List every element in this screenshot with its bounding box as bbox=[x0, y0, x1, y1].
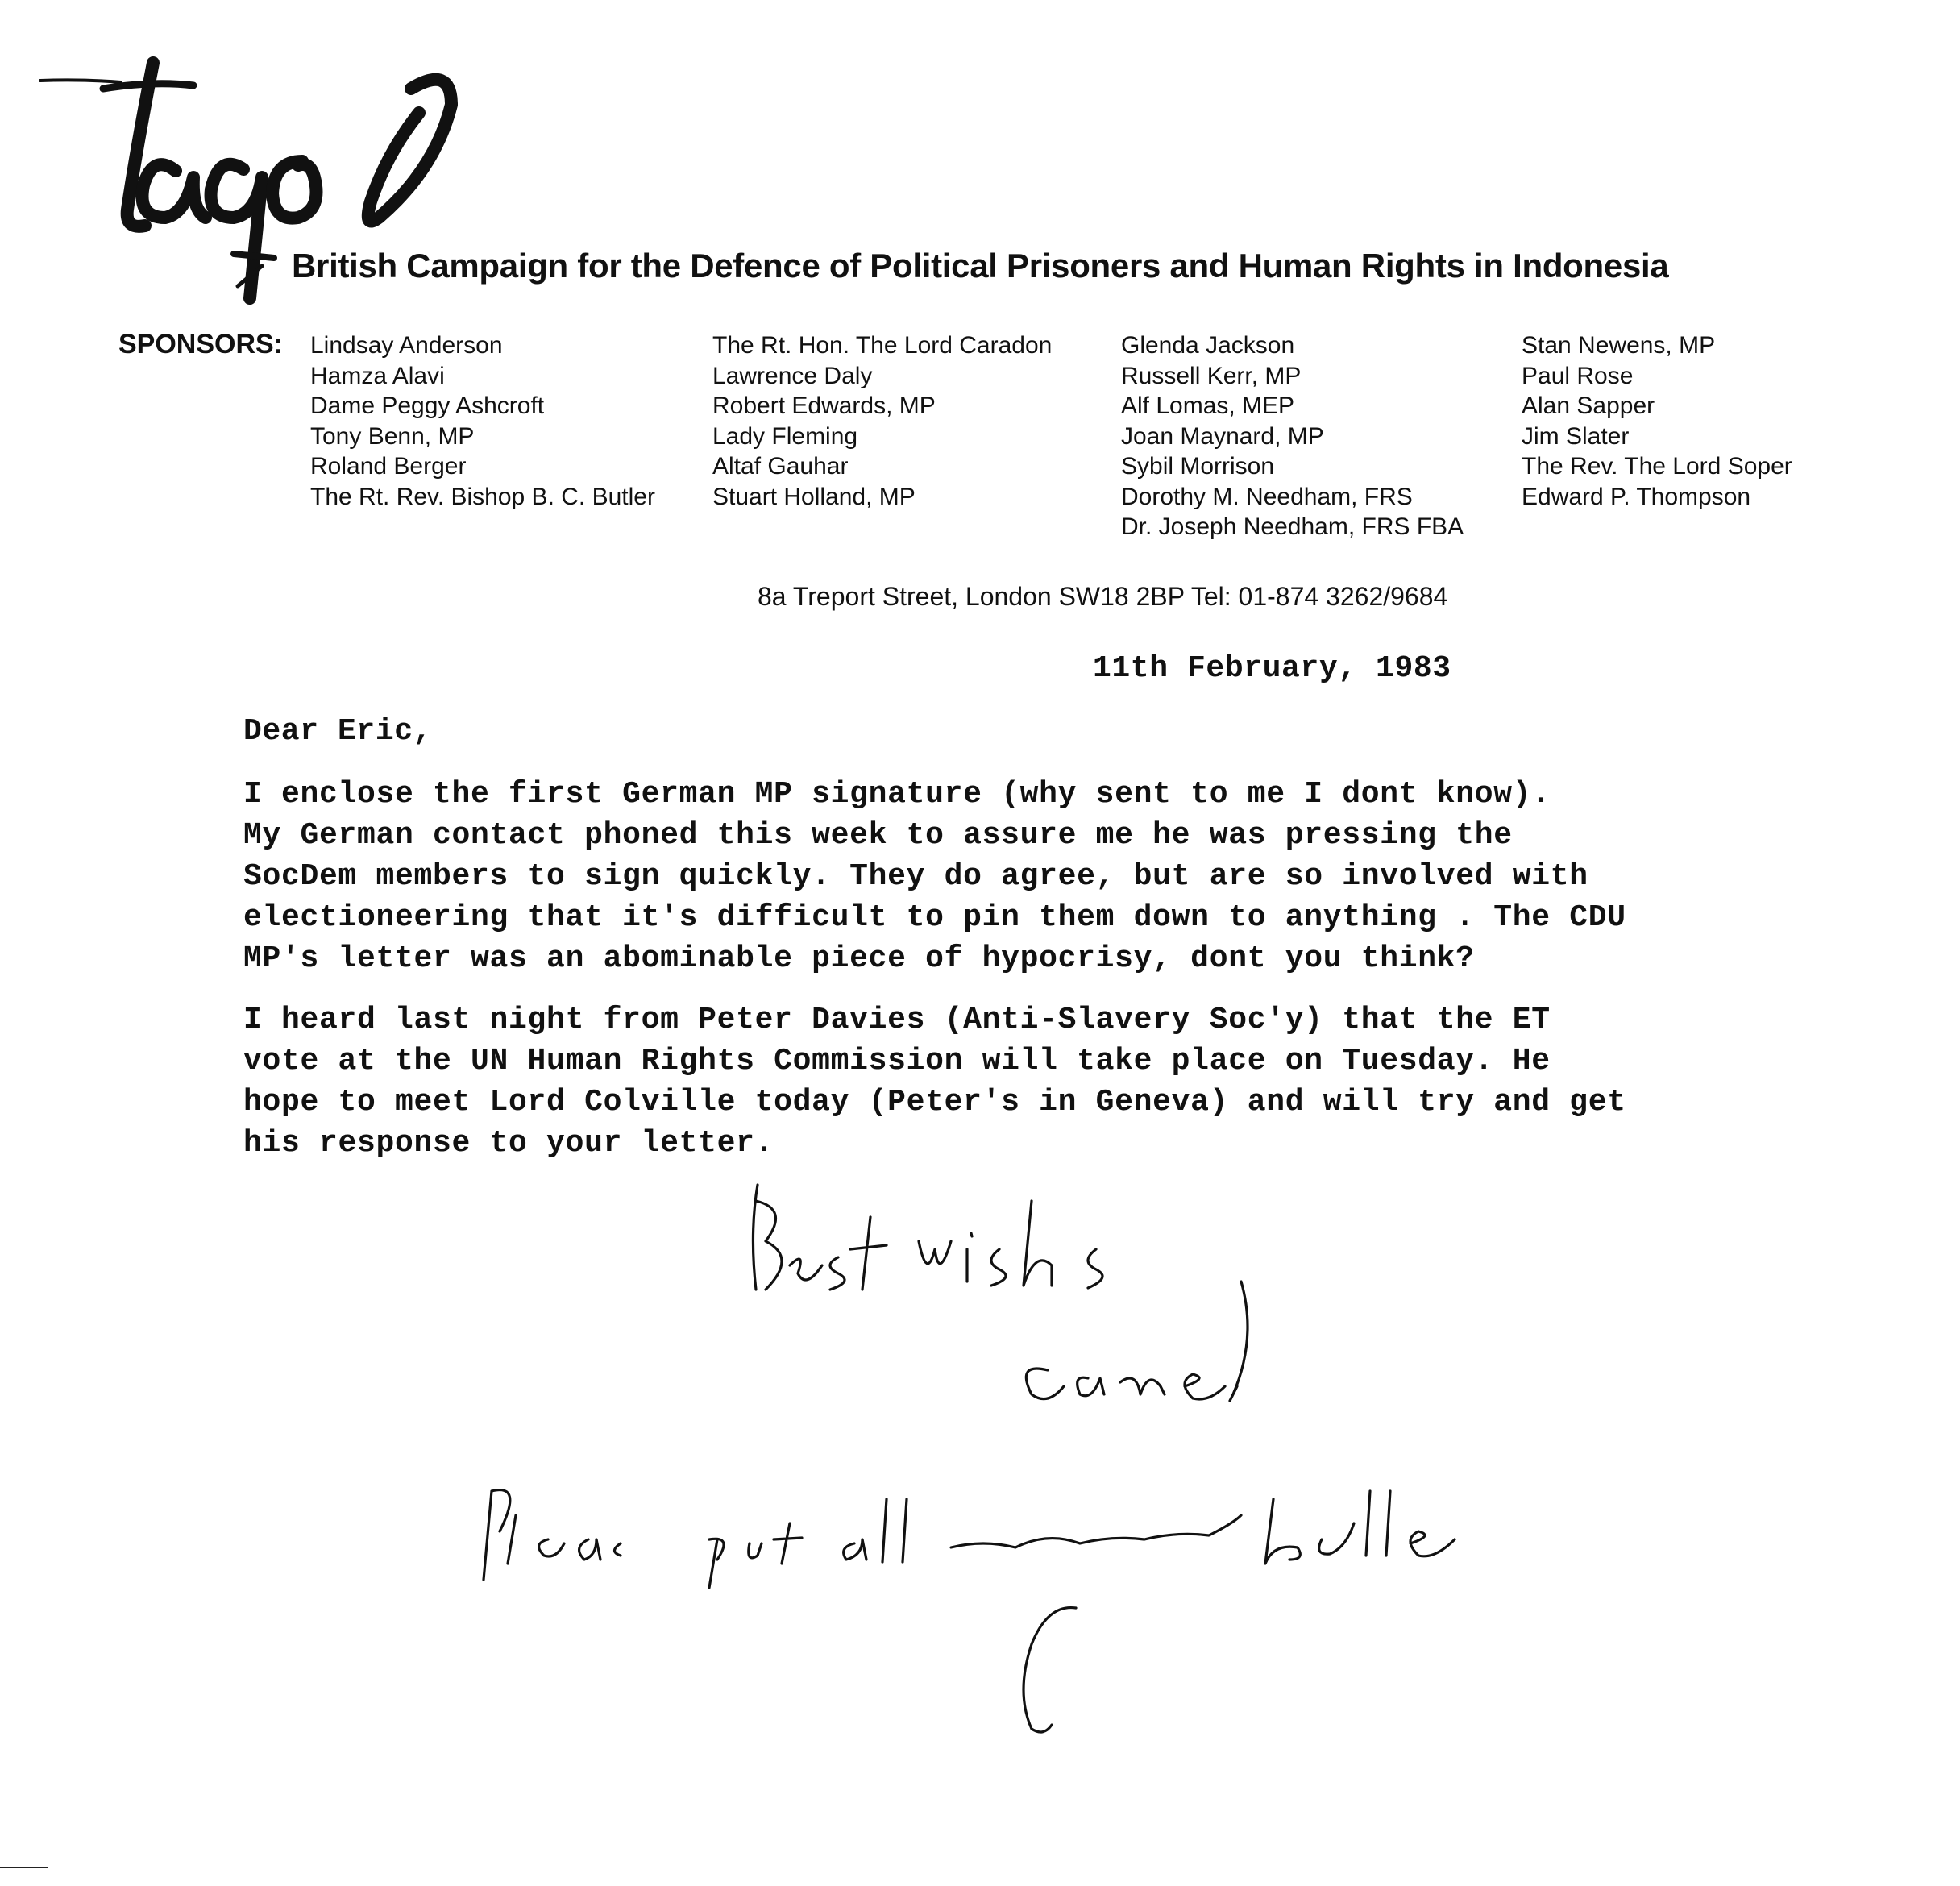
sponsor-column bbox=[712, 330, 1052, 512]
sponsor-name: The Rt. Rev. Bishop B. C. Butler bbox=[310, 483, 655, 510]
sponsor-name: Jim Slater bbox=[1522, 422, 1630, 450]
sponsor-name: Edward P. Thompson bbox=[1522, 483, 1751, 510]
handwritten-initial bbox=[999, 1596, 1096, 1741]
sponsor-name: Lady Fleming bbox=[712, 422, 858, 450]
sponsor-name: Hamza Alavi bbox=[310, 362, 445, 389]
sponsor-name: Russell Kerr, MP bbox=[1121, 362, 1302, 389]
text-line: vote at the UN Human Rights Commission will take place on Tuesday. He bbox=[243, 1044, 1551, 1078]
text-line: electioneering that it's difficult to pin them down to anything . The CDU bbox=[243, 900, 1626, 935]
edge-line bbox=[0, 1867, 48, 1868]
text-line: hope to meet Lord Colville today (Peter's in Geneva) and will try and get bbox=[243, 1085, 1626, 1120]
sponsor-name: Lawrence Daly bbox=[712, 362, 873, 389]
organisation-tagline: British Campaign for the Defence of Political Prisoners and Human Rights in Indonesia bbox=[292, 247, 1669, 285]
postal-address: 8a Treport Street, London SW18 2BP Tel: 01-874 3262/9684 bbox=[758, 582, 1448, 611]
sponsor-name: Tony Benn, MP bbox=[310, 422, 475, 450]
sponsor-name: The Rev. The Lord Soper bbox=[1522, 453, 1792, 480]
sponsor-name: Dorothy M. Needham, FRS bbox=[1121, 483, 1413, 510]
sponsor-name: Alan Sapper bbox=[1522, 393, 1655, 419]
sponsor-name: Joan Maynard, MP bbox=[1121, 422, 1324, 450]
letter-date: 11th February, 1983 bbox=[1093, 651, 1451, 686]
sponsor-name: Roland Berger bbox=[310, 453, 467, 480]
salutation: Dear Eric, bbox=[243, 714, 433, 749]
sponsor-column bbox=[310, 330, 655, 512]
sponsor-name: Dame Peggy Ashcroft bbox=[310, 393, 545, 419]
sponsor-name: Dr. Joseph Needham, FRS FBA bbox=[1121, 513, 1464, 540]
sponsor-name: Lindsay Anderson bbox=[310, 332, 503, 359]
sponsor-column bbox=[1121, 330, 1464, 542]
text-line: I enclose the first German MP signature (why sent to me I dont know). bbox=[243, 777, 1551, 812]
text-line: My German contact phoned this week to assure me he was pressing the bbox=[243, 818, 1513, 853]
handwritten-signature bbox=[999, 1273, 1265, 1410]
sponsor-name: Stuart Holland, MP bbox=[712, 483, 916, 510]
sponsors-label: SPONSORS: bbox=[118, 329, 284, 359]
body-paragraph bbox=[243, 774, 1626, 979]
sponsor-name: Glenda Jackson bbox=[1121, 332, 1295, 359]
sponsor-name: Stan Newens, MP bbox=[1522, 332, 1716, 359]
text-line: I heard last night from Peter Davies (Anti-Slavery Soc'y) that the ET bbox=[243, 1003, 1551, 1037]
text-line: SocDem members to sign quickly. They do agree, but are so involved with bbox=[243, 859, 1588, 894]
text-line: MP's letter was an abominable piece of hypocrisy, dont you think? bbox=[243, 941, 1475, 976]
handwritten-note bbox=[467, 1467, 1467, 1588]
sponsor-name: The Rt. Hon. The Lord Caradon bbox=[712, 332, 1053, 359]
sponsor-name: Sybil Morrison bbox=[1121, 453, 1275, 480]
body-paragraph bbox=[243, 999, 1626, 1164]
sponsor-name: Paul Rose bbox=[1522, 362, 1634, 389]
text-line: his response to your letter. bbox=[243, 1126, 774, 1161]
sponsor-name: Robert Edwards, MP bbox=[712, 393, 936, 419]
sponsor-column bbox=[1522, 330, 1792, 512]
sponsor-name: Alf Lomas, MEP bbox=[1121, 393, 1295, 419]
sponsor-name: Altaf Gauhar bbox=[712, 453, 849, 480]
